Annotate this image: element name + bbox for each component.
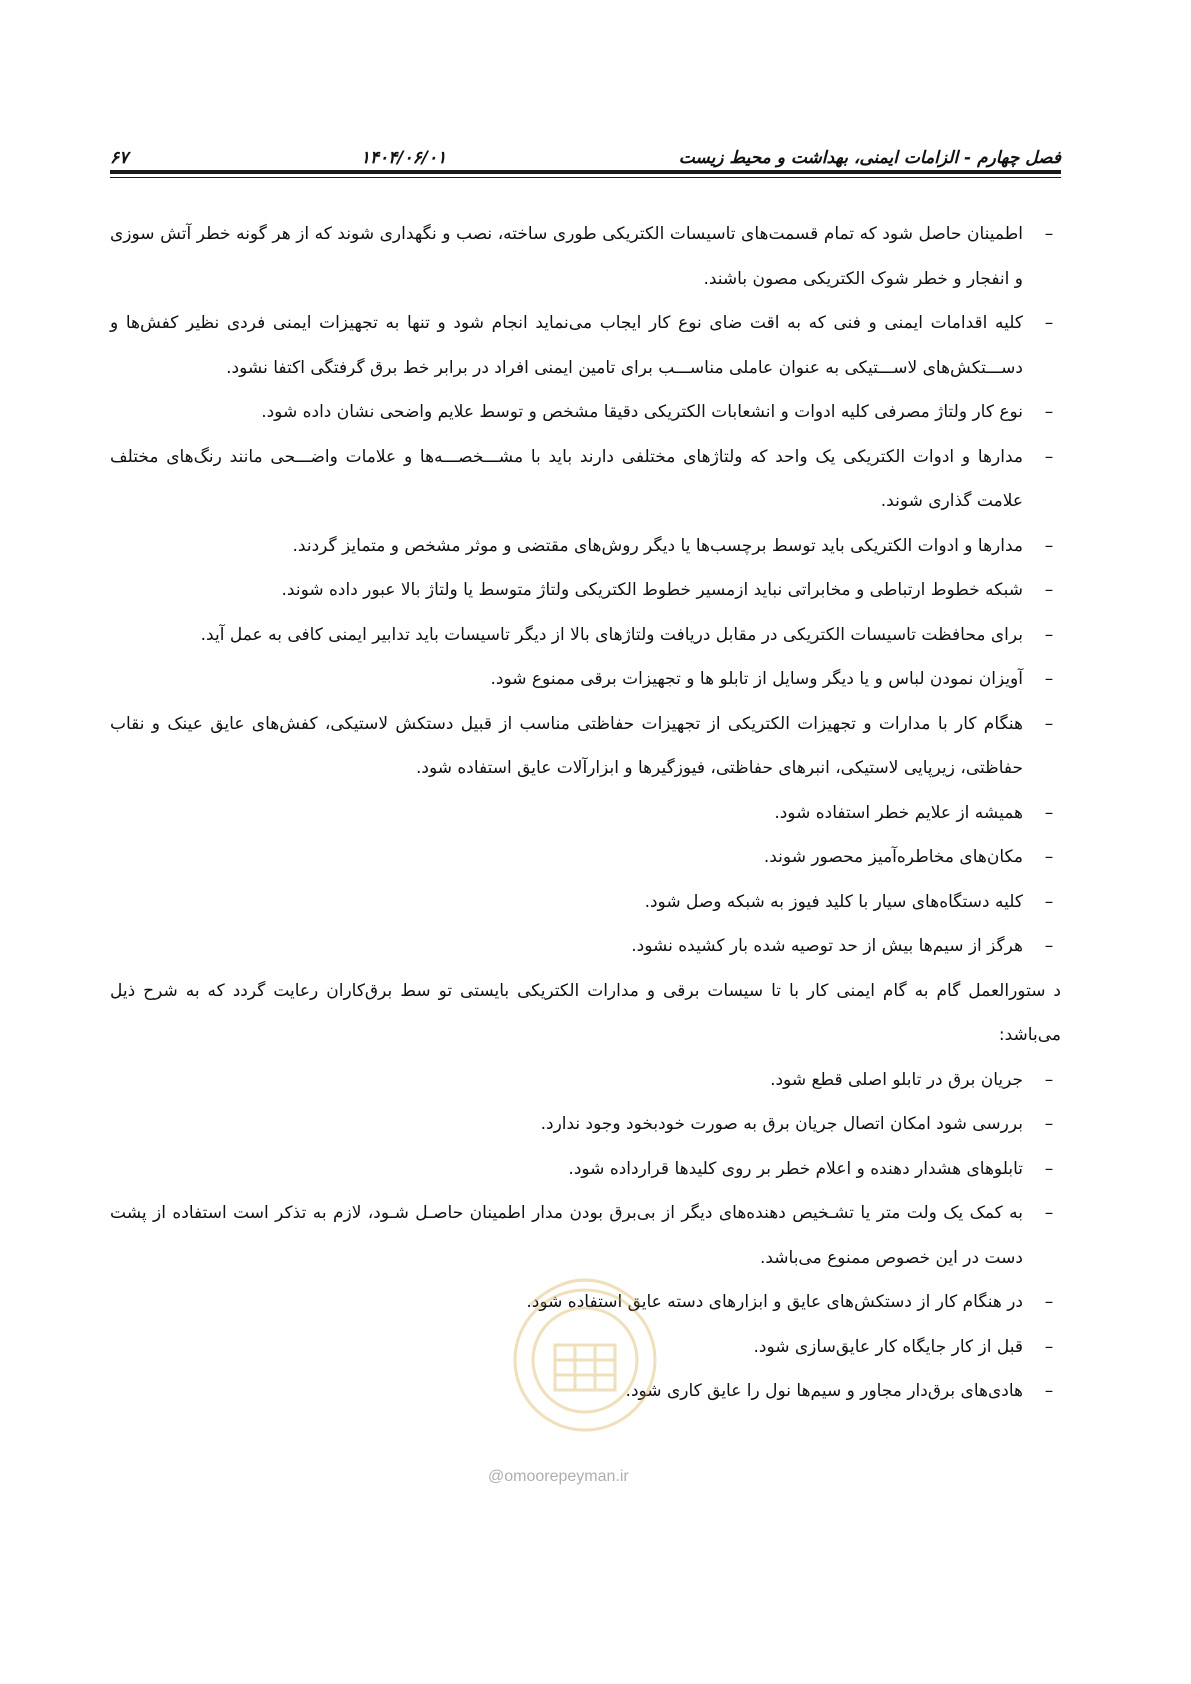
bullet-dash: –	[1044, 1292, 1054, 1312]
list-item-text: هنگام کار با مدارات و تجهیزات الکتریکی از تجهیزات حفاظتی مناسب از قبیل دستکش لاستیکی، کفش‌های عایق عینک و نقاب حفاظتی، زیرپایی لاستیکی، انبرهای حفاظتی، فیوزگیرها و ابزارآلات عایق استفاده شود.	[110, 713, 1023, 778]
chapter-title: فصل چهارم - الزامات ایمنی، بهداشت و محیط زیست	[678, 148, 1061, 168]
list-item-text: شبکه خطوط ارتباطی و مخابراتی نباید ازمسیر خطوط الکتریکی ولتاژ متوسط یا ولتاژ بالا عبور داده شوند.	[281, 580, 1023, 600]
procedure-intro-paragraph: د ستورالعمل گام به گام ایمنی کار با تا سیسات برقی و مدارات الکتریکی بایستی تو سط برق‌کاران رعایت گردد که به شرح ذیل می‌باشد:	[110, 980, 1061, 1045]
list-item-text: کلیه اقدامات ایمنی و فنی که به اقت ضای نوع کار ایجاب می‌نماید انجام شود و تنها به تجهیزات ایمنی فردی نظیر کفش‌ها و دســـتکش‌های لاســـتیکی به عنوان عاملی مناســـب برای تامین ایمنی افراد در برابر خط برق گرفتگی اکتفا نشود.	[110, 313, 1023, 378]
bullet-dash: –	[1044, 624, 1054, 645]
list-item-text: هرگز از سیم‌ها بیش از حد توصیه شده بار کشیده نشود.	[631, 936, 1023, 956]
list-item-text: هادی‌های برق‌دار مجاور و سیم‌ها نول را عایق کاری شود.	[625, 1381, 1023, 1401]
bullet-dash: –	[1044, 1114, 1054, 1134]
requirement-item	[110, 524, 1061, 569]
bullet-dash: –	[1044, 936, 1054, 956]
requirement-item	[110, 435, 1061, 524]
requirement-item	[110, 301, 1061, 390]
list-item-text: مدارها و ادوات الکتریکی باید توسط برچسب‌ها یا دیگر روش‌های مقتضی و موثر مشخص و متمایز گردند.	[292, 535, 1023, 556]
bullet-dash: –	[1044, 891, 1054, 912]
bullet-dash: –	[1044, 1336, 1054, 1357]
list-item-text: همیشه از علایم خطر استفاده شود.	[774, 802, 1023, 823]
bullet-dash: –	[1044, 669, 1054, 689]
list-item-text: برای محافظت تاسیسات الکتریکی در مقابل دریافت ولتاژهای بالا از دیگر تاسیسات باید تدابیر ایمنی کافی به عمل آید.	[200, 624, 1023, 645]
requirement-item	[110, 212, 1061, 301]
requirement-item	[110, 880, 1061, 925]
list-item-text: قبل از کار جایگاه کار عایق‌سازی شود.	[753, 1336, 1023, 1357]
requirement-item	[110, 568, 1061, 613]
bullet-dash: –	[1044, 802, 1054, 823]
bullet-dash: –	[1044, 1381, 1054, 1401]
requirement-item	[110, 702, 1061, 791]
list-item-text: به کمک یک ولت متر یا تشـخیص دهنده‌های دیگر از بی‌برق بودن مدار اطمینان حاصـل شـود، لازم به تذکر است استفاده از پشت دست در این خصوص ممنوع می‌باشد.	[110, 1203, 1023, 1268]
requirement-item	[110, 390, 1061, 435]
list-item-text: مدارها و ادوات الکتریکی یک واحد که ولتاژهای مختلفی دارند باید با مشـــخصـــه‌ها و علامات واضـــحی مانند رنگ‌های مختلف علامت گذاری شوند.	[110, 446, 1023, 511]
bullet-dash: –	[1044, 713, 1054, 734]
list-item-text: کلیه دستگاه‌های سیار با کلید فیوز به شبکه وصل شود.	[644, 891, 1023, 912]
header-rule-thick	[110, 170, 1061, 174]
procedure-steps-list	[110, 1058, 1061, 1414]
requirement-item	[110, 657, 1061, 702]
procedure-step-item	[110, 1102, 1061, 1147]
header-date: ۱۴۰۴/۰۶/۰۱	[360, 148, 447, 168]
header-rule-thin	[110, 177, 1061, 178]
bullet-dash: –	[1044, 224, 1054, 244]
list-item-text: تابلوهای هشدار دهنده و اعلام خطر بر روی کلیدها قرارداده شود.	[568, 1158, 1023, 1179]
list-item-text: در هنگام کار از دستکش‌های عایق و ابزارهای دسته عایق استفاده شود.	[526, 1292, 1023, 1312]
list-item-text: بررسی شود امکان اتصال جریان برق به صورت خودبخود وجود ندارد.	[540, 1114, 1023, 1134]
procedure-step-item	[110, 1191, 1061, 1280]
bullet-dash: –	[1044, 847, 1054, 867]
list-item-text: آویزان نمودن لباس و یا دیگر وسایل از تابلو ها و تجهیزات برقی ممنوع شود.	[490, 669, 1023, 689]
watermark-url: @omoorepeyman.ir	[488, 1468, 629, 1485]
list-item-text: نوع کار ولتاژ مصرفی کلیه ادوات و انشعابات الکتریکی دقیقا مشخص و توسط علایم واضحی نشان داده شود.	[261, 402, 1023, 422]
requirement-item	[110, 791, 1061, 836]
list-item-text: مکان‌های مخاطره‌آمیز محصور شوند.	[763, 847, 1023, 867]
procedure-step-item	[110, 1369, 1061, 1414]
bullet-dash: –	[1044, 402, 1054, 422]
page-body	[110, 212, 1061, 1414]
bullet-dash: –	[1044, 313, 1054, 333]
bullet-dash: –	[1044, 446, 1054, 467]
procedure-step-item	[110, 1280, 1061, 1325]
bullet-dash: –	[1044, 1158, 1054, 1179]
requirement-item	[110, 835, 1061, 880]
page-number: ۶۷	[110, 148, 129, 168]
requirement-item	[110, 613, 1061, 658]
list-item-text: جریان برق در تابلو اصلی قطع شود.	[770, 1069, 1023, 1090]
list-item-text: اطمینان حاصل شود که تمام قسمت‌های تاسیسات الکتریکی طوری ساخته، نصب و نگهداری شوند که از هر گونه خطر آتش سوزی و انفجار و خطر شوک الکتریکی مصون باشند.	[110, 224, 1023, 289]
bullet-dash: –	[1044, 580, 1054, 600]
page-header	[110, 128, 1061, 168]
safety-requirements-list	[110, 212, 1061, 969]
requirement-item	[110, 924, 1061, 969]
procedure-step-item	[110, 1147, 1061, 1192]
procedure-step-item	[110, 1058, 1061, 1103]
procedure-step-item	[110, 1325, 1061, 1370]
bullet-dash: –	[1044, 1203, 1054, 1223]
bullet-dash: –	[1044, 1069, 1054, 1090]
bullet-dash: –	[1044, 535, 1054, 556]
